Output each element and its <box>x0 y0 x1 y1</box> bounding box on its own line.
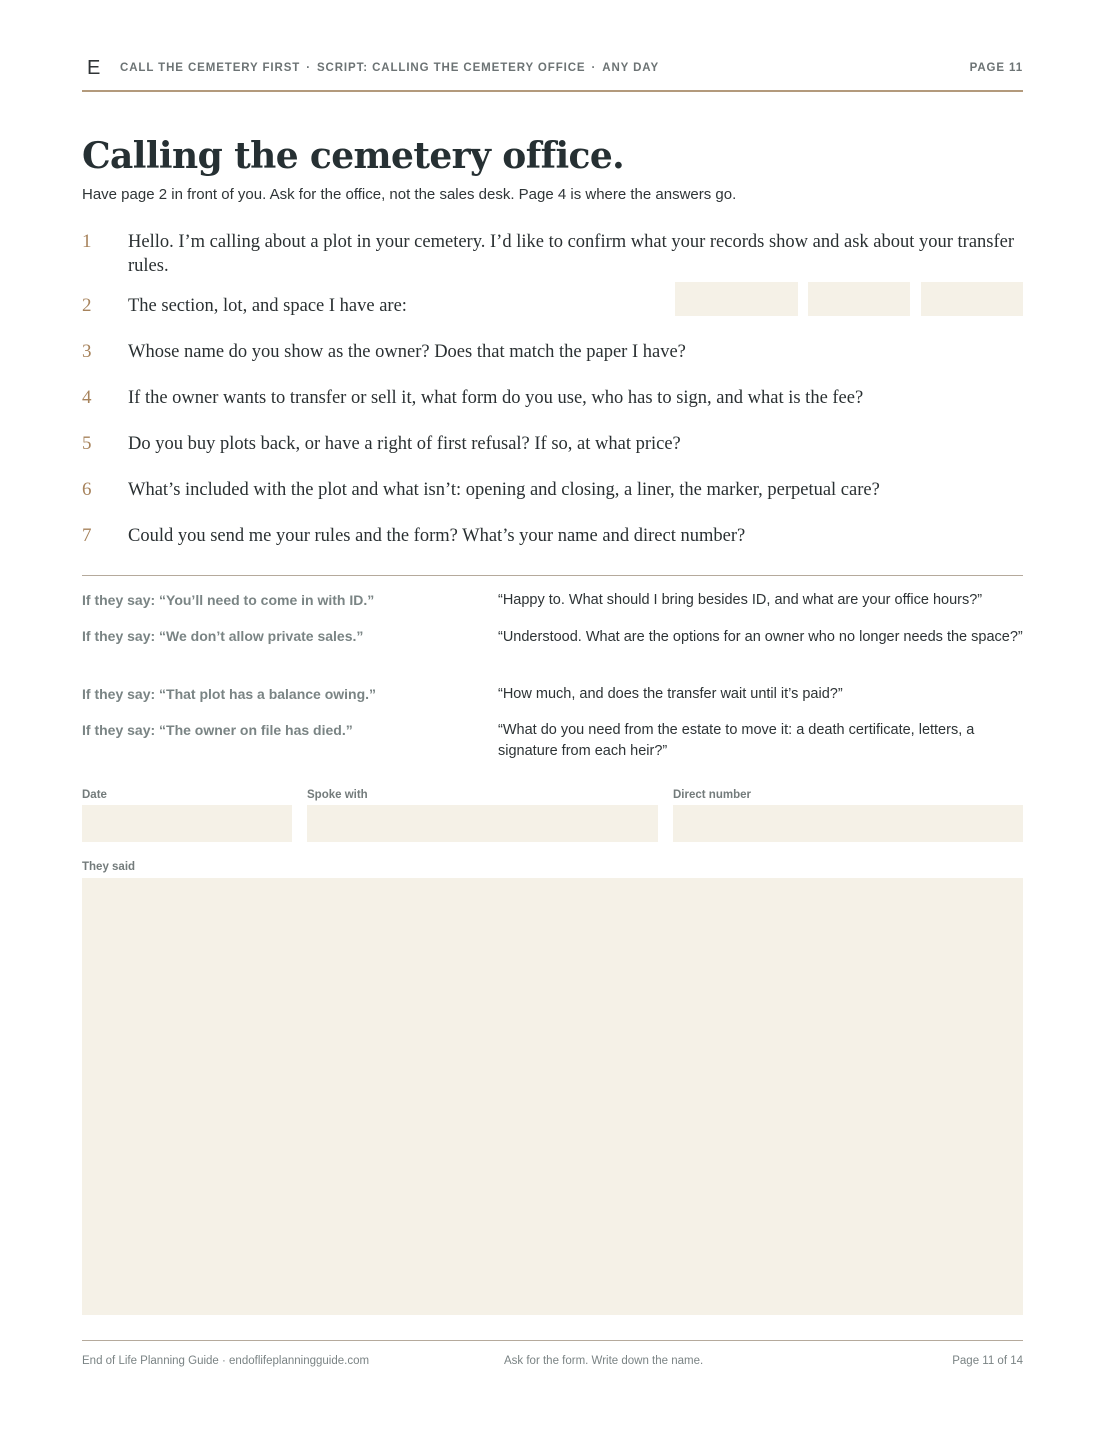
step-number: 6 <box>82 479 92 500</box>
breadcrumb-separator: · <box>306 62 311 74</box>
step-text: Could you send me your rules and the form? What’s your name and direct number? <box>128 526 746 546</box>
breadcrumb-item: SCRIPT: CALLING THE CEMETERY OFFICE <box>316 62 586 74</box>
footer-source: End of Life Planning Guide · endoflifeplanningguide.com <box>82 1355 370 1367</box>
objection-response: “Happy to. What should I bring besides ID, and what are your office hours?” <box>498 592 983 608</box>
step-text: Whose name do you show as the owner? Does that match the paper I have? <box>128 342 686 362</box>
step-text: What’s included with the plot and what isn’t: opening and closing, a liner, the marker, perpetual care? <box>128 480 880 500</box>
header-page-number: PAGE 11 <box>969 62 1023 74</box>
step-number: 7 <box>82 525 92 546</box>
direct-number-label: Direct number <box>673 789 751 801</box>
lot-input[interactable] <box>808 282 910 316</box>
objection-prompt: If they say: “That plot has a balance owing.” <box>82 686 377 702</box>
step-text: Do you buy plots back, or have a right of first refusal? If so, at what price? <box>128 434 681 454</box>
date-label: Date <box>82 789 107 801</box>
breadcrumb-item: CALL THE CEMETERY FIRST <box>120 62 301 74</box>
direct-number-field[interactable] <box>673 805 1023 842</box>
they-said-notes-area[interactable] <box>82 878 1023 1315</box>
footer-divider <box>82 1340 1023 1341</box>
page-header <box>82 54 1023 92</box>
step-number: 3 <box>82 341 92 362</box>
footer-page-number: Page 11 of 14 <box>952 1355 1023 1367</box>
page-title: Calling the cemetery office. <box>82 135 625 177</box>
step-text: The section, lot, and space I have are: <box>128 296 407 316</box>
footer-tagline: Ask for the form. Write down the name. <box>504 1355 704 1367</box>
objection-response: “How much, and does the transfer wait until it’s paid?” <box>498 686 843 702</box>
step-number: 4 <box>82 387 92 408</box>
date-field[interactable] <box>82 805 292 842</box>
brand-logo: E <box>87 57 101 79</box>
they-said-label: They said <box>82 861 136 873</box>
objection-prompt: If they say: “You’ll need to come in with ID.” <box>82 592 375 608</box>
step-text: If the owner wants to transfer or sell it, what form do you use, who has to sign, and what is the fee? <box>128 388 864 408</box>
spoke-with-field[interactable] <box>307 805 658 842</box>
spoke-with-label: Spoke with <box>307 789 368 801</box>
breadcrumb-item: ANY DAY <box>602 62 660 74</box>
space-input[interactable] <box>921 282 1023 316</box>
objection-response: “What do you need from the estate to move it: a death certificate, letters, a signature from each heir?” <box>498 722 975 759</box>
breadcrumb <box>120 61 659 75</box>
section-divider <box>82 575 1023 576</box>
step-number: 1 <box>82 231 92 252</box>
objection-response: “Understood. What are the options for an owner who no longer needs the space?” <box>498 629 1023 645</box>
section-input[interactable] <box>675 282 798 316</box>
objection-prompt: If they say: “The owner on file has died.” <box>82 722 353 738</box>
step-number: 5 <box>82 433 92 454</box>
breadcrumb-separator: · <box>591 62 597 74</box>
step-number: 2 <box>82 295 92 316</box>
page-subtitle: Have page 2 in front of you. Ask for the office, not the sales desk. Page 4 is where the answers go. <box>82 186 737 203</box>
objection-prompt: If they say: “We don’t allow private sales.” <box>82 628 364 644</box>
step-text: Hello. I’m calling about a plot in your cemetery. I’d like to confirm what your records show and ask about your transfer rules. <box>128 232 1015 276</box>
